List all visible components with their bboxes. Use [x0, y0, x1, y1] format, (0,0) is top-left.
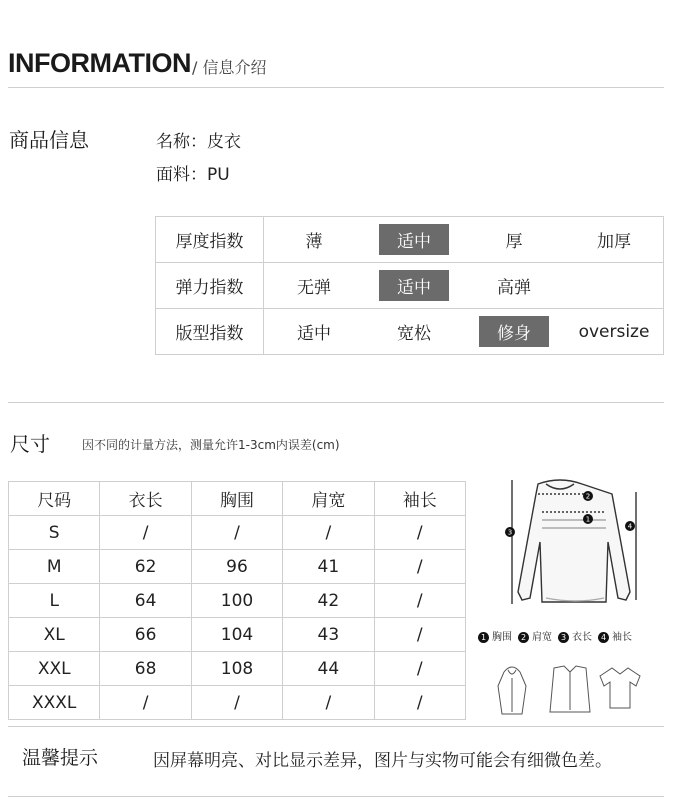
table-cell: 68: [100, 652, 191, 686]
size-column-header: 衣长: [100, 482, 191, 516]
tips-label: 温馨提示: [22, 747, 99, 769]
table-cell: 108: [191, 652, 282, 686]
tips-text: 因屏幕明亮、对比显示差异，图片与实物可能会有细微色差。: [153, 751, 612, 771]
section-subtitle: / 信息介绍: [192, 58, 267, 77]
table-cell: 66: [100, 618, 191, 652]
option-text: 宽松: [397, 324, 431, 344]
index-option: [264, 227, 364, 252]
index-option: [564, 322, 664, 342]
svg-text:4: 4: [627, 522, 633, 531]
size-column-header: 胸围: [191, 482, 282, 516]
size-note: 因不同的计量方法，测量允许1-3cm内误差(cm): [82, 438, 340, 452]
index-row: [156, 263, 664, 309]
index-table: [155, 216, 664, 355]
index-options: [264, 217, 664, 263]
option-text: 高弹: [497, 278, 531, 298]
table-cell: /: [374, 550, 465, 584]
index-row-label: 厚度指数: [156, 217, 264, 263]
table-cell: XXL: [9, 652, 100, 686]
table-cell: 43: [283, 618, 374, 652]
table-cell: 44: [283, 652, 374, 686]
legend-item: [598, 628, 632, 643]
garment-measure-diagram: [480, 472, 670, 732]
table-cell: /: [283, 686, 374, 720]
legend-text: 胸围: [492, 632, 512, 643]
table-cell: /: [374, 584, 465, 618]
table-cell: /: [374, 686, 465, 720]
selected-option: 适中: [379, 224, 449, 255]
index-option: [264, 273, 364, 298]
index-option: [264, 319, 364, 344]
table-cell: /: [191, 516, 282, 550]
table-row: [9, 686, 466, 720]
table-cell: /: [100, 686, 191, 720]
legend-item: [518, 628, 552, 643]
table-row: [9, 516, 466, 550]
table-row: [9, 652, 466, 686]
option-text: 厚: [505, 232, 523, 252]
option-text: 无弹: [297, 278, 331, 298]
legend-item: [478, 628, 512, 643]
legend-item: [558, 628, 592, 643]
table-cell: 100: [191, 584, 282, 618]
table-cell: /: [100, 516, 191, 550]
table-cell: 62: [100, 550, 191, 584]
size-column-header: 袖长: [374, 482, 465, 516]
option-text: 适中: [297, 324, 331, 344]
table-row: [9, 550, 466, 584]
product-info-label: 商品信息: [9, 128, 89, 152]
index-option: [364, 270, 464, 301]
index-option: [364, 319, 464, 344]
svg-text:1: 1: [585, 515, 591, 524]
index-row: [156, 217, 664, 263]
legend-number: 4: [598, 632, 609, 643]
table-cell: S: [9, 516, 100, 550]
product-name: 名称：皮衣: [156, 132, 241, 152]
measure-legend: [478, 628, 632, 643]
size-label: 尺寸: [10, 432, 50, 456]
svg-text:2: 2: [585, 492, 591, 501]
legend-text: 袖长: [612, 632, 632, 643]
index-option: [464, 227, 564, 252]
svg-text:3: 3: [507, 528, 513, 537]
table-row: [9, 618, 466, 652]
table-cell: XL: [9, 618, 100, 652]
size-column-header: 肩宽: [283, 482, 374, 516]
selected-option: 修身: [479, 316, 549, 347]
table-cell: /: [191, 686, 282, 720]
option-text: 加厚: [597, 232, 631, 252]
divider: [8, 402, 664, 403]
index-option: [364, 224, 464, 255]
divider: [8, 87, 664, 88]
table-cell: 96: [191, 550, 282, 584]
legend-number: 1: [478, 632, 489, 643]
index-row-label: 版型指数: [156, 309, 264, 355]
index-option: [464, 273, 564, 298]
legend-number: 2: [518, 632, 529, 643]
table-cell: 41: [283, 550, 374, 584]
table-cell: /: [283, 516, 374, 550]
index-row: [156, 309, 664, 355]
product-fabric: 面料：PU: [156, 165, 230, 185]
table-cell: /: [374, 516, 465, 550]
divider: [8, 726, 664, 727]
table-cell: L: [9, 584, 100, 618]
index-option: [464, 316, 564, 347]
legend-text: 衣长: [572, 632, 592, 643]
legend-number: 3: [558, 632, 569, 643]
section-title: INFORMATION: [8, 48, 191, 78]
table-cell: XXXL: [9, 686, 100, 720]
index-option: [564, 227, 664, 252]
table-cell: M: [9, 550, 100, 584]
index-options: [264, 309, 664, 355]
index-row-label: 弹力指数: [156, 263, 264, 309]
size-table: [8, 481, 466, 720]
index-options: [264, 263, 664, 309]
table-row: [9, 584, 466, 618]
table-cell: 64: [100, 584, 191, 618]
size-column-header: 尺码: [9, 482, 100, 516]
option-text: 薄: [305, 232, 323, 252]
legend-text: 肩宽: [532, 632, 552, 643]
option-text: oversize: [578, 321, 650, 342]
table-cell: /: [374, 652, 465, 686]
divider: [8, 796, 664, 797]
table-cell: 42: [283, 584, 374, 618]
selected-option: 适中: [379, 270, 449, 301]
table-cell: 104: [191, 618, 282, 652]
table-cell: /: [374, 618, 465, 652]
